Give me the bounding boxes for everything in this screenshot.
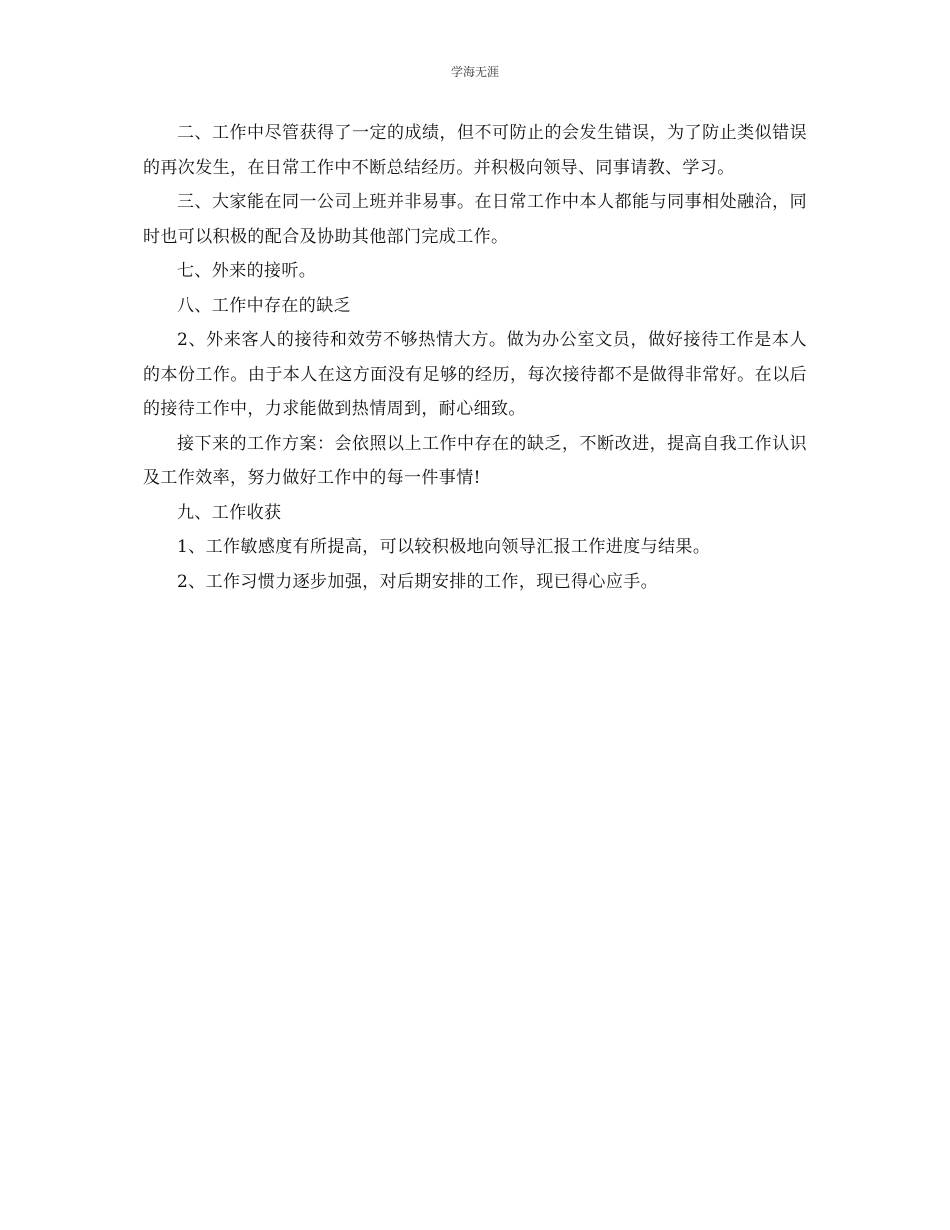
- paragraph-8-2: 2、外来客人的接待和效劳不够热情大方。做为办公室文员，做好接待工作是本人的本份工作。由于本人在这方面没有足够的经历，每次接待都不是做得非常好。在以后的接待工作中，力求能做到热情周到，耐心细致。: [143, 330, 807, 419]
- page-header: 学海无涯: [450, 65, 499, 79]
- paragraph-3: 三、大家能在同一公司上班并非易事。在日常工作中本人都能与同事相处融洽，同时也可以积极的配合及协助其他部门完成工作。: [143, 192, 807, 247]
- paragraph-7: 七、外来的接听。: [177, 261, 317, 281]
- section-heading-9: 九、工作收获: [177, 502, 282, 523]
- document-body: [143, 116, 807, 599]
- paragraph-9-1: 1、工作敏感度有所提高，可以较积极地向领导汇报工作进度与结果。: [177, 537, 711, 557]
- section-heading-8: 八、工作中存在的缺乏: [177, 295, 351, 316]
- paragraph-9-2: 2、工作习惯力逐步加强，对后期安排的工作，现已得心应手。: [177, 571, 659, 592]
- paragraph-2: 二、工作中尽管获得了一定的成绩，但不可防止的会发生错误，为了防止类似错误的再次发生，在日常工作中不断总结经历。并积极向领导、同事请教、学习。: [143, 123, 807, 178]
- paragraph-plan: 接下来的工作方案：会依照以上工作中存在的缺乏，不断改进，提高自我工作认识及工作效率，努力做好工作中的每一件事情!: [143, 433, 807, 488]
